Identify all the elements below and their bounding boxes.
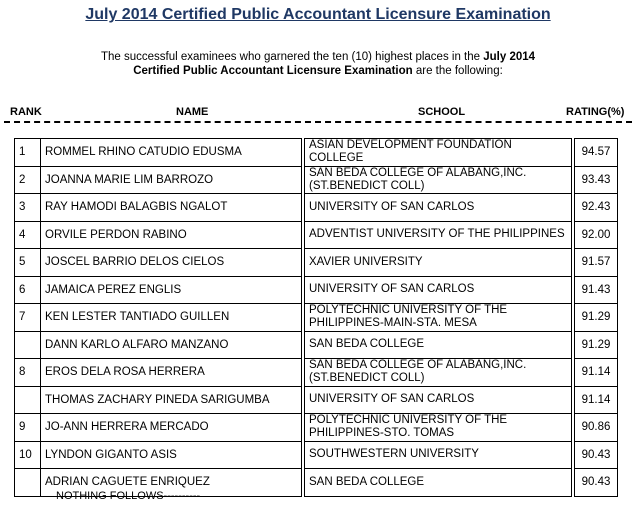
name-cell: JOANNA MARIE LIM BARROZO — [41, 166, 302, 194]
name-cell: KEN LESTER TANTIADO GUILLEN — [41, 304, 302, 332]
rank-cell: 1 — [15, 139, 41, 167]
header-name: NAME — [176, 106, 209, 118]
header-school: SCHOOL — [418, 106, 466, 118]
rank-cell: 8 — [15, 359, 41, 387]
rank-cell: 5 — [15, 249, 41, 277]
rating-cell: 91.29 — [575, 331, 618, 359]
rating-cell: 91.14 — [575, 386, 618, 414]
rating-cell: 90.86 — [575, 414, 618, 442]
school-cell: UNIVERSITY OF SAN CARLOS — [305, 194, 572, 222]
name-cell: JOSCEL BARRIO DELOS CIELOS — [41, 249, 302, 277]
name-cell: ORVILE PERDON RABINO — [41, 221, 302, 249]
name-cell: LYNDON GIGANTO ASIS — [41, 441, 302, 469]
intro-line2-bold: Certified Public Accountant Licensure Examination — [133, 65, 413, 77]
table-row — [15, 276, 618, 304]
table-row — [15, 414, 618, 442]
rank-cell — [15, 331, 41, 359]
name-cell: JAMAICA PEREZ ENGLIS — [41, 276, 302, 304]
name-cell: ADRIAN CAGUETE ENRIQUEZ — [41, 469, 302, 497]
rating-cell: 91.29 — [575, 304, 618, 332]
header-divider — [4, 121, 632, 123]
school-cell: SAN BEDA COLLEGE OF ALABANG,INC.(ST.BENEDICT COLL) — [305, 359, 572, 387]
rating-cell: 90.43 — [575, 441, 618, 469]
rank-cell: 3 — [15, 194, 41, 222]
school-cell: SAN BEDA COLLEGE — [305, 331, 572, 359]
page-title: July 2014 Certified Public Accountant Licensure Examination — [85, 6, 551, 23]
table-row — [15, 221, 618, 249]
name-cell: EROS DELA ROSA HERRERA — [41, 359, 302, 387]
intro-line1-text: The successful examinees who garnered the ten (10) highest places in the — [100, 51, 484, 63]
table-row — [15, 304, 618, 332]
results-body — [15, 139, 618, 497]
results-table — [14, 138, 618, 497]
rating-cell: 93.43 — [575, 166, 618, 194]
table-row — [15, 194, 618, 222]
rank-cell: 2 — [15, 166, 41, 194]
rank-cell — [15, 469, 41, 497]
rank-cell: 10 — [15, 441, 41, 469]
name-cell: JO-ANN HERRERA MERCADO — [41, 414, 302, 442]
rating-cell: 92.43 — [575, 194, 618, 222]
rank-cell: 4 — [15, 221, 41, 249]
rating-cell: 91.57 — [575, 249, 618, 277]
table-row — [15, 249, 618, 277]
school-cell: XAVIER UNIVERSITY — [305, 249, 572, 277]
intro-line-2 — [20, 64, 616, 78]
name-cell: THOMAS ZACHARY PINEDA SARIGUMBA — [41, 386, 302, 414]
intro-line1-bold: July 2014 — [483, 51, 536, 63]
school-cell: ADVENTIST UNIVERSITY OF THE PHILIPPINES — [305, 221, 572, 249]
rank-cell: 6 — [15, 276, 41, 304]
rank-cell: 9 — [15, 414, 41, 442]
rating-cell: 91.14 — [575, 359, 618, 387]
table-row — [15, 331, 618, 359]
rating-cell: 90.43 — [575, 469, 618, 497]
header-rank: RANK — [10, 106, 42, 118]
intro-line-1 — [20, 50, 616, 64]
header-rating: RATING(%) — [566, 106, 625, 118]
intro-paragraph — [20, 50, 616, 78]
school-cell: SAN BEDA COLLEGE — [305, 469, 572, 497]
name-cell: ROMMEL RHINO CATUDIO EDUSMA — [41, 139, 302, 167]
rating-cell: 92.00 — [575, 221, 618, 249]
school-cell: SOUTHWESTERN UNIVERSITY — [305, 441, 572, 469]
table-row — [15, 386, 618, 414]
column-headers — [0, 106, 636, 120]
table-row — [15, 359, 618, 387]
rank-cell — [15, 386, 41, 414]
intro-line2-text: are the following: — [412, 65, 503, 77]
nothing-follows: NOTHING FOLLOWS---------- — [56, 490, 201, 502]
rating-cell: 94.57 — [575, 139, 618, 167]
school-cell: POLYTECHNIC UNIVERSITY OF THE PHILIPPINES-STO. TOMAS — [305, 414, 572, 442]
table-row — [15, 166, 618, 194]
table-row — [15, 139, 618, 167]
school-cell: SAN BEDA COLLEGE OF ALABANG,INC.(ST.BENEDICT COLL) — [305, 166, 572, 194]
name-cell: RAY HAMODI BALAGBIS NGALOT — [41, 194, 302, 222]
school-cell: ASIAN DEVELOPMENT FOUNDATION COLLEGE — [305, 139, 572, 167]
school-cell: UNIVERSITY OF SAN CARLOS — [305, 276, 572, 304]
table-row — [15, 441, 618, 469]
rating-cell: 91.43 — [575, 276, 618, 304]
name-cell: DANN KARLO ALFARO MANZANO — [41, 331, 302, 359]
rank-cell: 7 — [15, 304, 41, 332]
school-cell: POLYTECHNIC UNIVERSITY OF THE PHILIPPINES-MAIN-STA. MESA — [305, 304, 572, 332]
school-cell: UNIVERSITY OF SAN CARLOS — [305, 386, 572, 414]
